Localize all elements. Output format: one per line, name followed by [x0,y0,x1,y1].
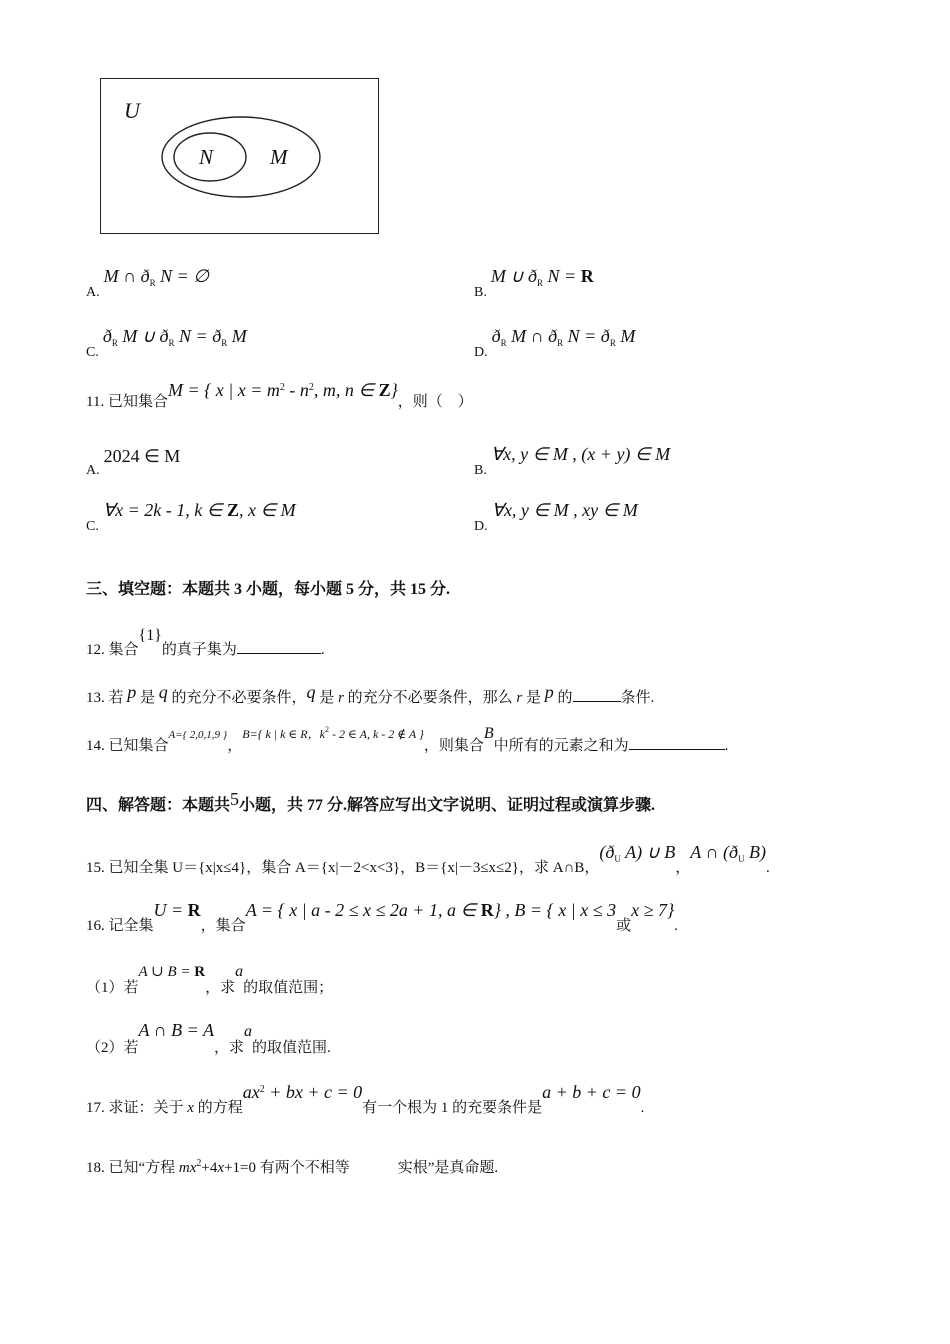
q13-stem: 13. 若 p 是 q 的充分不必要条件，q 是 r 的充分不必要条件，那么 r 是 p 的 条件. [86,682,655,706]
venn-label-n: N [199,145,214,169]
venn-label-u: U [124,98,140,123]
q17-stem: 17. 求证：关于 x 的方程$ax^2$ + bx + c = 0有一个根为 1 的充要条件是a + b + c = 0. [86,1082,645,1116]
q16-stem: 16. 记全集U = R，集合A = { x | a - 2 ≤ x ≤ 2a + 1, a ∈ R} , B = { x | x ≤ 3或x ≥ 7}. [86,900,678,934]
q10-option-a: A. M ∩ $ð_R$ N = ∅ [86,266,209,300]
set-m-ellipse [162,117,320,197]
q16-part-2: （2）若A ∩ B = A，求a的取值范围. [86,1020,331,1056]
venn-diagram [100,78,379,234]
q16-part-1: （1）若A ∪ B = R，求a的取值范围； [86,963,334,996]
q11-option-c: C. ∀x = 2k - 1, k ∈ Z, x ∈ M [86,500,296,534]
q12-answer-blank[interactable] [237,639,321,654]
q10-option-d: D. $ð_R$ M ∩ $ð_R$ $N = ð_R$ M [474,326,636,360]
q14-answer-blank[interactable] [629,735,725,750]
section-4-heading: 四、解答题：本题共5小题，共 77 分.解答应写出文字说明、证明过程或演算步骤. [86,789,656,814]
section-3-heading: 三、填空题：本题共 3 小题，每小题 5 分，共 15 分. [86,581,451,598]
q13-answer-blank[interactable] [573,687,621,702]
q10-option-b: B. M ∪ $ð_R$ N = R [474,266,594,300]
q11-option-a: A. 2024 ∈ M [86,446,181,478]
q11-option-b: B. ∀x, y ∈ M , (x + y) ∈ M [474,444,671,478]
q12-stem: 12. 集合{1}的真子集为 . [86,627,325,658]
q10-option-c: C. $ð_R$ M ∪ $ð_R$ $N = ð_R$ M [86,326,247,360]
q11-stem: 11. 已知集合M = { x | $x = m^2 - n^2$, m, n ∈ Z}，则（ ） [86,380,473,410]
q18-stem: 18. 已知“方程 $mx^2+4x+1=0$ 有两个不相等 实根”是真命题. [86,1158,499,1176]
venn-label-m: M [270,145,288,169]
q11-option-d: D. ∀x, y ∈ M , xy ∈ M [474,500,638,534]
q15-stem: 15. 已知全集 U＝{x|x≤4}，集合 A＝{x|－2<x<3}，B＝{x|－3≤x≤2}，求 A∩B，($ð_U$ A) ∪ B，A ∩ ($ð_U$ B). [86,842,770,876]
q14-stem: 14. 已知集合A={ 2,0,1,9 }，B={ k | k ∈ R，$k^2 - 2$ ∈ A, k - 2 ∉ A }，则集合B中所有的元素之和为 . [86,725,729,754]
